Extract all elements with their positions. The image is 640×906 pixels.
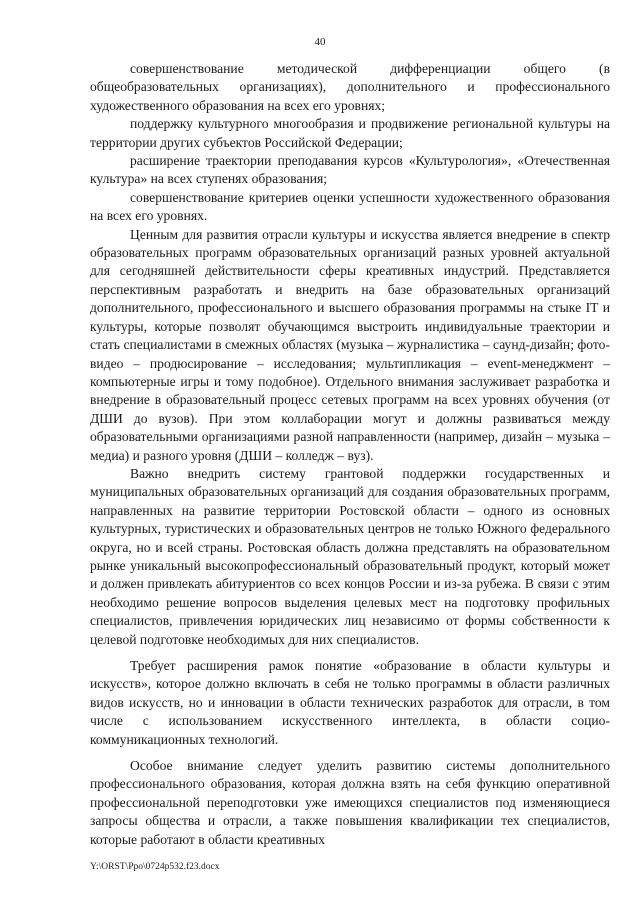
paragraph: расширение траектории преподавания курсов «Культурология», «Отечественная культура» на всех ступенях образования; [90,153,610,187]
paragraph: Требует расширения рамок понятие «образование в области культуры и искусств», которое должно включать в себя не только программы в области различных видов искусств, но и инновации в области технических разработок для отрасли, в том числе с использованием искусственного интеллекта, в области социо-коммуникационных технологий. [90,658,610,747]
paragraph: Особое внимание следует уделить развитию системы дополнительного профессионального образования, которая должна взять на себя функцию оперативной профессиональной переподготовки уже имеющихся специалистов под изменяющиеся запросы общества и отрасли, а также повышения квалификации тех специалистов, которые работают в области креативных [90,758,610,847]
paragraph: Ценным для развития отрасли культуры и искусства является внедрение в спектр образовательных программ образовательных организаций разных уровней актуальной для сегодняшней действительности сферы креативных индустрий. Представляется перспективным разработать и внедрить на базе образовательных организаций дополнительного, профессионального и высшего образования программы на стыке IT и культуры, которые позволят обучающимся выстроить индивидуальные траектории и стать специалистами в смежных областях (музыка – журналистика – саунд-дизайн; фото-видео – продюсирование – исследования; мультипликация – event-менеджмент – компьютерные игры и тому подобное). Отдельного внимания заслуживает разработка и внедрение в образовательный процесс сетевых программ на всех уровнях обучения (от ДШИ до вузов). При этом коллаборации могут и должны развиваться между образовательными организациями разной направленности (например, дизайн – музыка – медиа) и разного уровня (ДШИ – колледж – вуз). [90,226,610,463]
footer-file-path: Y:\ORST\Ppo\0724p532.f23.docx [90,862,220,872]
page-number: 40 [314,36,326,48]
paragraph: поддержку культурного многообразия и продвижение региональной культуры на территории других субъектов Российской Федерации; [90,116,610,150]
paragraph: Важно внедрить систему грантовой поддержки государственных и муниципальных образовательных организаций для создания образовательных программ, направленных на развитие территории Ростовской области – одного из основных культурных, туристических и образовательных центров не только Южного федерального округа, но и всей страны. Ростовская область должна представлять на образовательном рынке уникальный высокопрофессиональный образовательный продукт, который может и должен привлекать абитуриентов со всех концов России и из-за рубежа. В связи с этим необходимо решение вопросов выделения целевых мест на подготовку профильных специалистов, привлечения юридических лиц независимо от формы собственности к целевой подготовке необходимых для них специалистов. [90,465,610,647]
document-body [90,60,610,849]
paragraph: совершенствование критериев оценки успешности художественного образования на всех его уровнях. [90,189,610,224]
paragraph: совершенствование методической дифференциации общего (в общеобразовательных организациях), дополнительного и профессионального художественного образования на всех его уровнях; [90,61,610,113]
